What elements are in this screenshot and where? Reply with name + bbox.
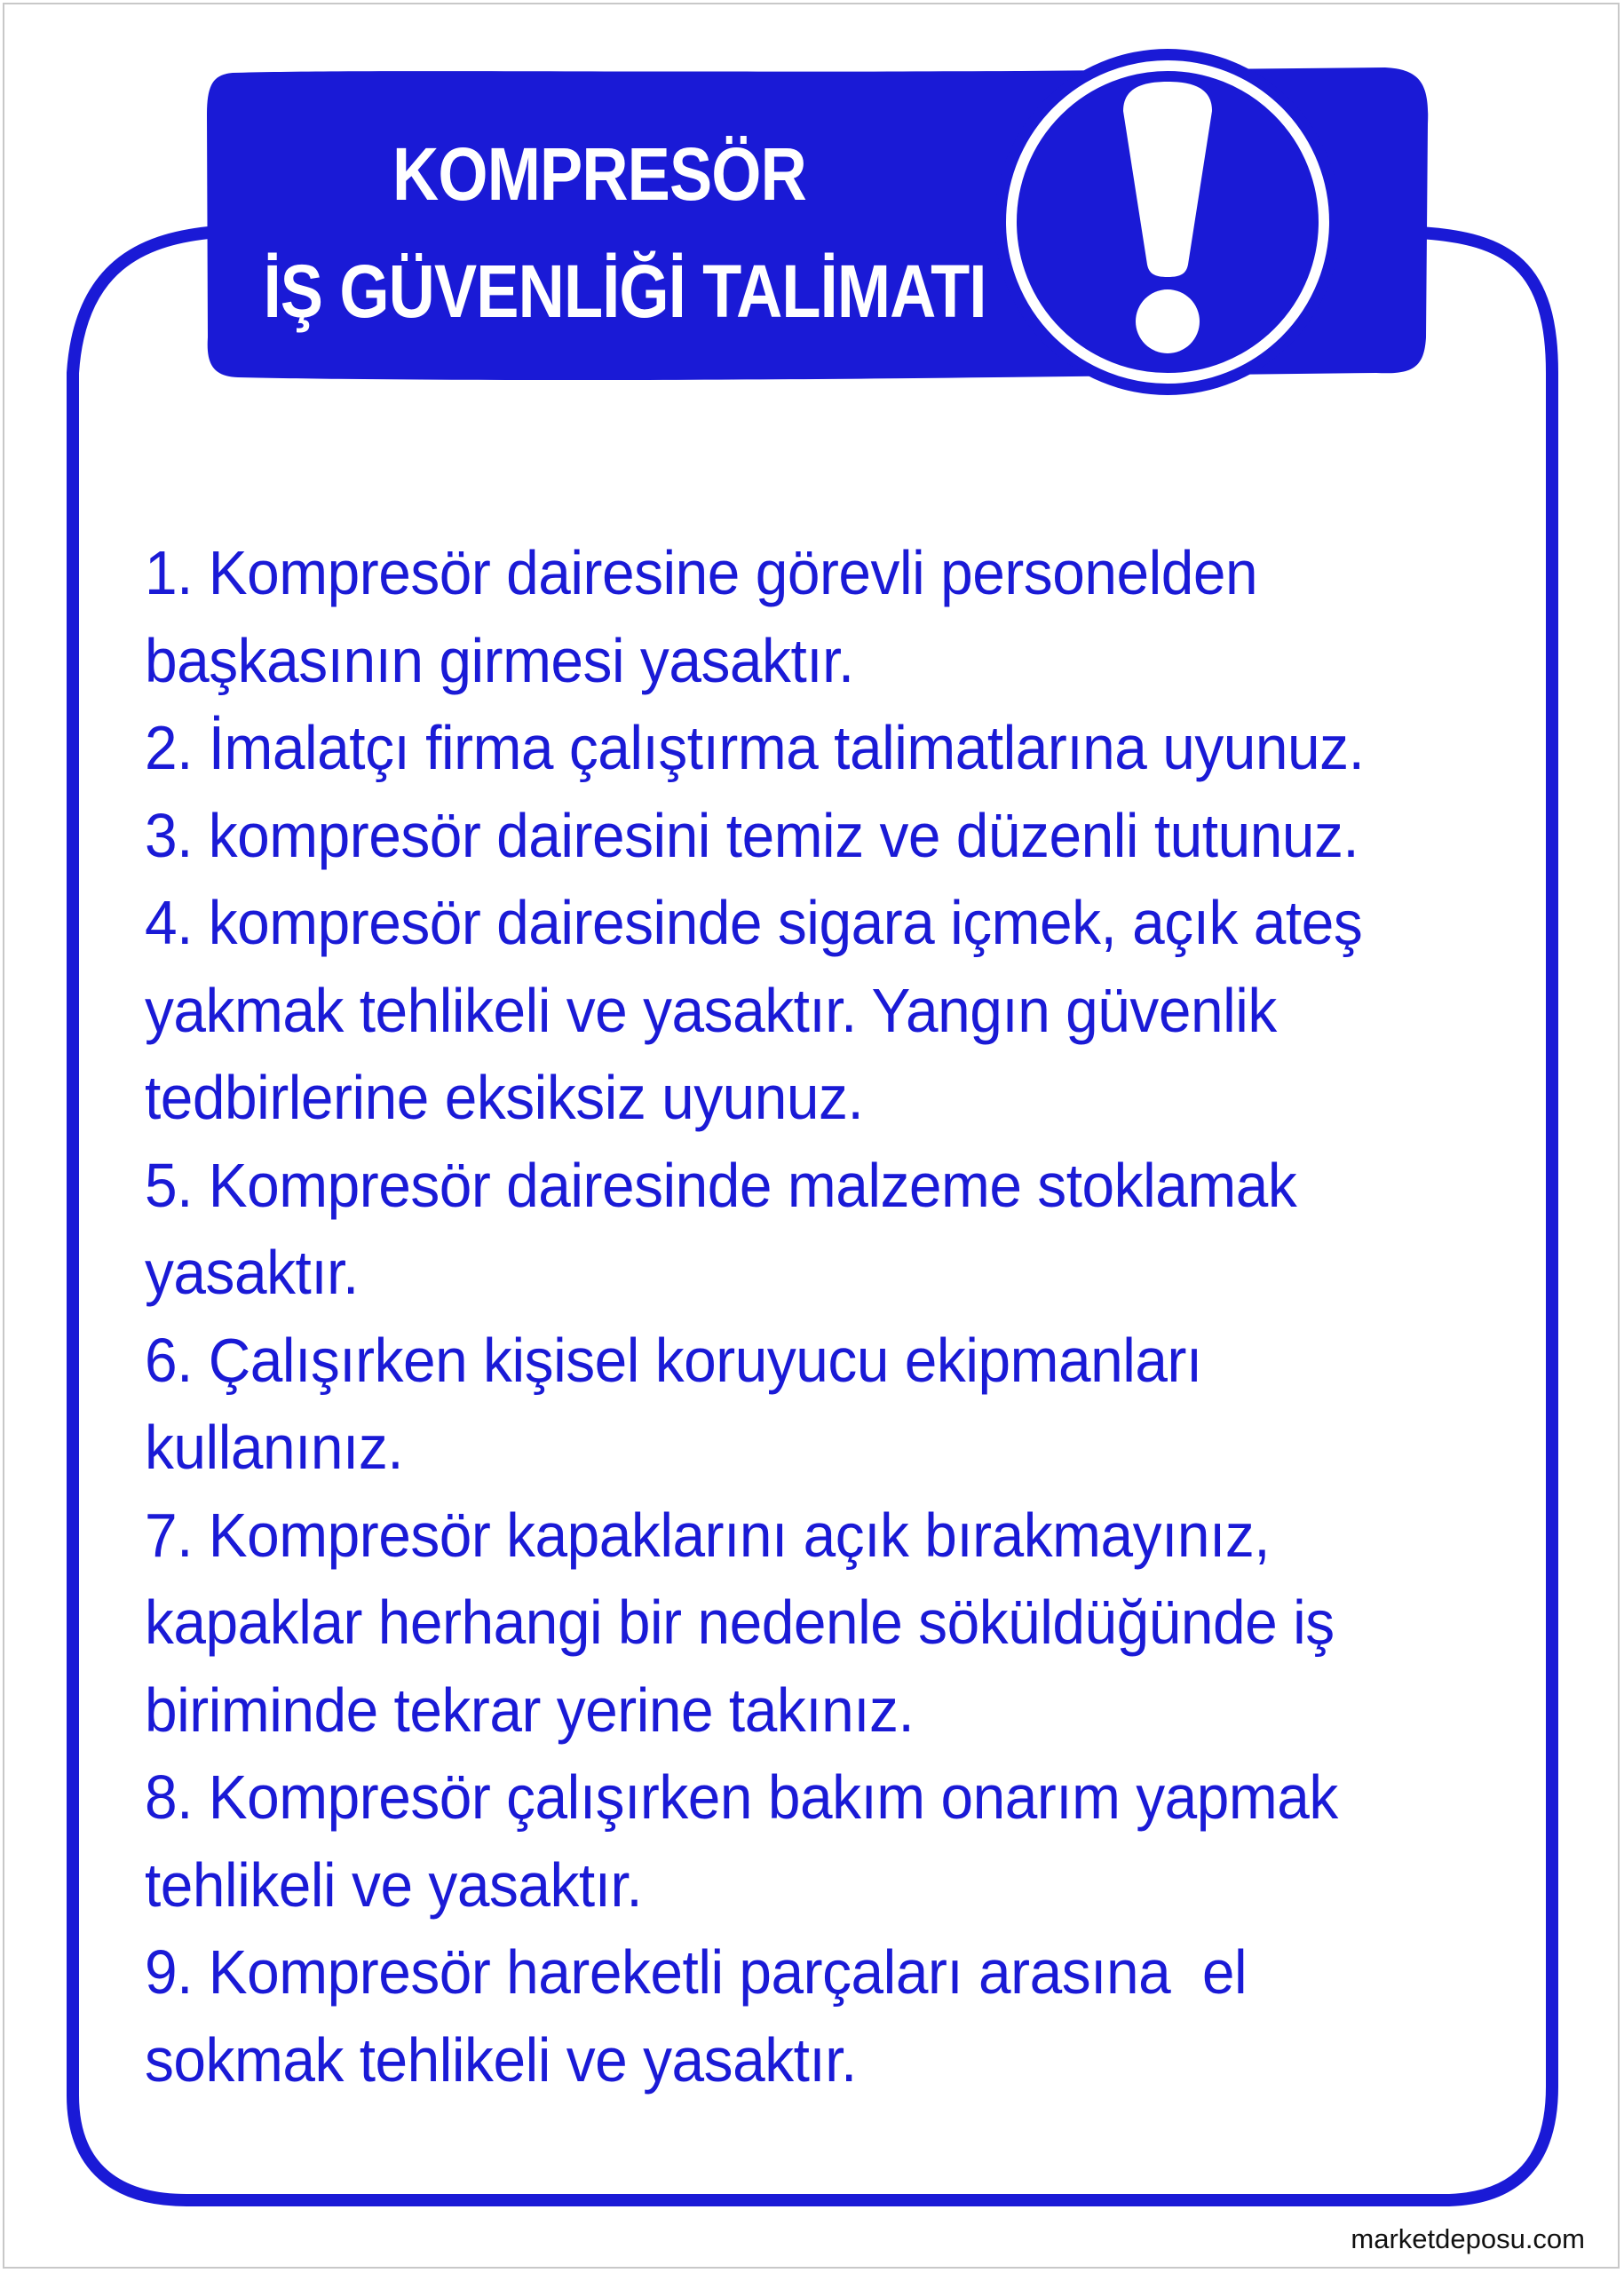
instruction-line: 4. kompresör dairesinde sigara içmek, açık ateş <box>145 888 1363 957</box>
instruction-line: kullanınız. <box>145 1413 404 1482</box>
instruction-line: biriminde tekrar yerine takınız. <box>145 1675 915 1745</box>
instruction-line: kapaklar herhangi bir nedenle söküldüğünde iş <box>145 1588 1335 1657</box>
instruction-line: 2. İmalatçı firma çalıştırma talimatlarına uyunuz. <box>145 713 1365 782</box>
instruction-line: yakmak tehlikeli ve yasaktır. Yangın güvenlik <box>145 975 1277 1045</box>
exclamation-icon <box>994 49 1341 395</box>
instruction-line: 9. Kompresör hareketli parçaları arasına el <box>145 1937 1248 2007</box>
title-line-2: İŞ GÜVENLİĞİ TALİMATI <box>263 249 986 333</box>
instruction-line: tedbirlerine eksiksiz uyunuz. <box>145 1063 864 1132</box>
instruction-line: 1. Kompresör dairesine görevli personelden <box>145 538 1258 607</box>
instruction-line: 6. Çalışırken kişisel koruyucu ekipmanları <box>145 1325 1202 1395</box>
instruction-line: 7. Kompresör kapaklarını açık bırakmayınız, <box>145 1500 1271 1570</box>
instruction-line: tehlikeli ve yasaktır. <box>145 1849 643 1920</box>
instruction-line: 3. kompresör dairesini temiz ve düzenli tutunuz. <box>145 800 1359 870</box>
instruction-line: 5. Kompresör dairesinde malzeme stoklamak <box>145 1150 1297 1220</box>
instruction-line: sokmak tehlikeli ve yasaktır. <box>145 2024 857 2095</box>
instruction-line: başkasının girmesi yasaktır. <box>145 625 854 695</box>
title-line-1: KOMPRESÖR <box>392 132 806 216</box>
website-footer: marketdeposu.com <box>1351 2223 1585 2254</box>
instruction-line: yasaktır. <box>145 1238 359 1307</box>
sign-title <box>263 115 986 350</box>
instruction-list <box>145 529 1530 2103</box>
instruction-line: 8. Kompresör çalışırken bakım onarım yapmak <box>145 1762 1338 1832</box>
